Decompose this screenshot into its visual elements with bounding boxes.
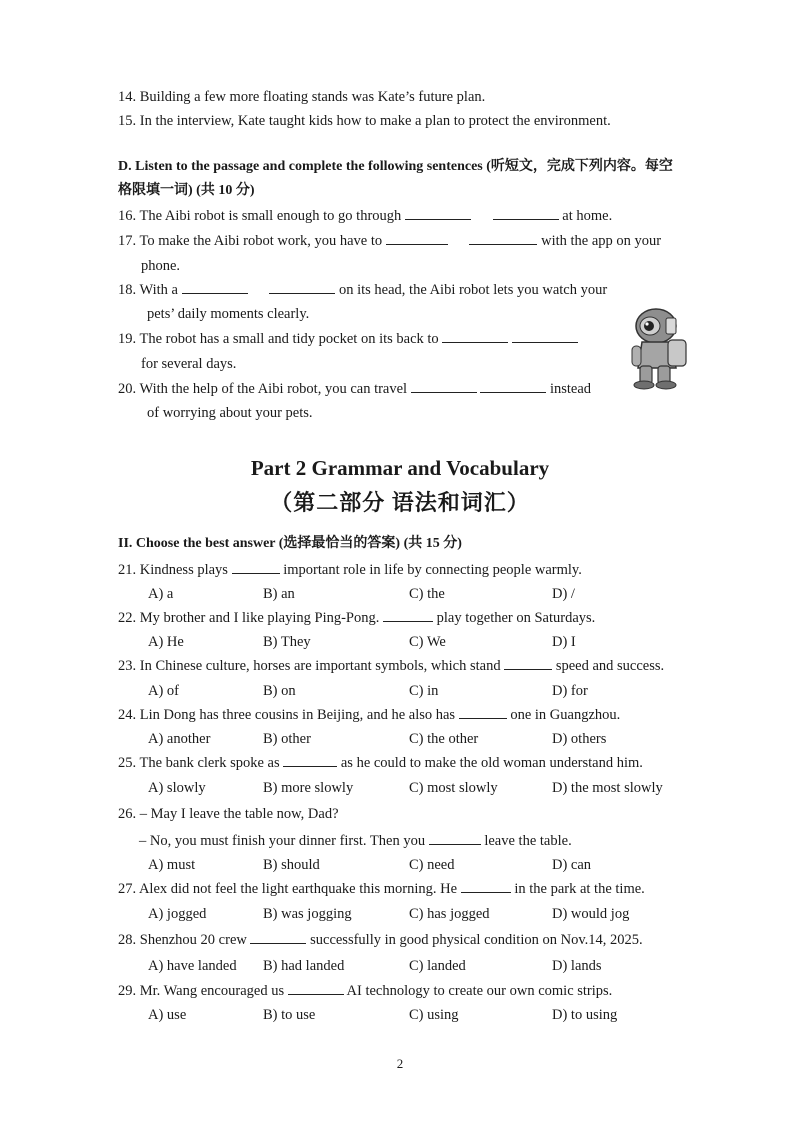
option-a[interactable]: A) have landed (148, 958, 237, 974)
question-25: 25. The bank clerk spoke as as he could to make the old woman understand him. (118, 755, 643, 771)
option-a[interactable]: A) a (148, 586, 174, 602)
option-c[interactable]: C) using (409, 1007, 459, 1023)
answer-blank[interactable] (182, 281, 248, 294)
question-28: 28. Shenzhou 20 crew successfully in good physical condition on Nov.14, 2025. (118, 932, 643, 948)
answer-blank[interactable] (269, 281, 335, 294)
option-c[interactable]: C) has jogged (409, 906, 490, 922)
option-b[interactable]: B) They (263, 634, 311, 650)
option-d[interactable]: D) lands (552, 958, 602, 974)
option-d[interactable]: D) to using (552, 1007, 618, 1023)
part-title: Part 2 Grammar and Vocabulary (250, 456, 550, 480)
option-a[interactable]: A) of (148, 683, 180, 699)
option-a[interactable]: A) another (148, 731, 211, 747)
section-ii-heading: II. Choose the best answer (选择最恰当的答案) (共 15 分) (118, 536, 462, 551)
question-20: 20. With the help of the Aibi robot, you can travel instead (118, 381, 592, 397)
answer-blank[interactable] (250, 931, 306, 944)
answer-blank[interactable] (411, 380, 477, 393)
question-26: 26. – May I leave the table now, Dad? (118, 806, 339, 822)
answer-blank[interactable] (493, 207, 559, 220)
question-17: 17. To make the Aibi robot work, you have to with the app on your (118, 233, 662, 249)
question-24: 24. Lin Dong has three cousins in Beijing, and he also has one in Guangzhou. (118, 707, 621, 723)
option-c[interactable]: C) the (409, 586, 445, 602)
answer-blank[interactable] (288, 982, 344, 995)
option-b[interactable]: B) an (263, 586, 295, 602)
question-20-cont: of worrying about your pets. (147, 405, 313, 421)
question-18-cont: pets’ daily moments clearly. (147, 306, 310, 322)
answer-blank[interactable] (429, 832, 481, 845)
option-d[interactable]: D) for (552, 683, 588, 699)
option-b[interactable]: B) to use (263, 1007, 316, 1023)
question-26-reply: – No, you must finish your dinner first. Then you leave the table. (139, 833, 572, 849)
option-b[interactable]: B) on (263, 683, 296, 699)
answer-blank[interactable] (512, 330, 578, 343)
option-d[interactable]: D) would jog (552, 906, 630, 922)
answer-blank[interactable] (459, 706, 507, 719)
option-c[interactable]: C) in (409, 683, 439, 699)
page-number: 2 (396, 1056, 404, 1071)
option-d[interactable]: D) / (552, 586, 575, 602)
option-d[interactable]: D) the most slowly (552, 780, 663, 796)
question-23: 23. In Chinese culture, horses are important symbols, which stand speed and success. (118, 658, 665, 674)
option-d[interactable]: D) I (552, 634, 576, 650)
option-a[interactable]: A) must (148, 857, 196, 873)
option-b[interactable]: B) other (263, 731, 311, 747)
part-subtitle: （第二部分 语法和词汇） (270, 490, 530, 515)
option-a[interactable]: A) He (148, 634, 184, 650)
option-b[interactable]: B) was jogging (263, 906, 352, 922)
question-17-cont: phone. (141, 258, 181, 274)
section-d-heading: D. Listen to the passage and complete the following sentences (听短文，完成下列内容。每空 (118, 159, 673, 174)
question-21: 21. Kindness plays important role in life by connecting people warmly. (118, 562, 582, 578)
question-22: 22. My brother and I like playing Ping-Pong. play together on Saturdays. (118, 610, 596, 626)
answer-blank[interactable] (383, 609, 433, 622)
question-19-cont: for several days. (141, 356, 237, 372)
question-29: 29. Mr. Wang encouraged us AI technology to create our own comic strips. (118, 983, 613, 999)
aibi-robot-illustration (622, 302, 694, 390)
option-d[interactable]: D) can (552, 857, 592, 873)
answer-blank[interactable] (232, 561, 280, 574)
question-16: 16. The Aibi robot is small enough to go through at home. (118, 208, 613, 224)
option-d[interactable]: D) others (552, 731, 607, 747)
section-d-heading-cont: 格限填一词) (共 10 分) (118, 183, 255, 198)
option-a[interactable]: A) use (148, 1007, 187, 1023)
option-a[interactable]: A) jogged (148, 906, 207, 922)
question-14: 14. Building a few more floating stands was Kate’s future plan. (118, 89, 486, 105)
option-b[interactable]: B) more slowly (263, 780, 354, 796)
answer-blank[interactable] (386, 232, 448, 245)
option-c[interactable]: C) landed (409, 958, 466, 974)
answer-blank[interactable] (480, 380, 546, 393)
answer-blank[interactable] (405, 207, 471, 220)
answer-blank[interactable] (283, 754, 337, 767)
option-b[interactable]: B) had landed (263, 958, 345, 974)
answer-blank[interactable] (461, 880, 511, 893)
option-c[interactable]: C) the other (409, 731, 479, 747)
option-a[interactable]: A) slowly (148, 780, 206, 796)
answer-blank[interactable] (469, 232, 537, 245)
question-18: 18. With a on its head, the Aibi robot lets you watch your (118, 282, 608, 298)
question-15: 15. In the interview, Kate taught kids how to make a plan to protect the environment. (118, 113, 611, 129)
option-b[interactable]: B) should (263, 857, 320, 873)
answer-blank[interactable] (442, 330, 508, 343)
answer-blank[interactable] (504, 657, 552, 670)
question-19: 19. The robot has a small and tidy pocket on its back to (118, 330, 578, 348)
option-c[interactable]: C) need (409, 857, 455, 873)
option-c[interactable]: C) We (409, 634, 446, 650)
question-27: 27. Alex did not feel the light earthquake this morning. He in the park at the time. (118, 881, 645, 897)
option-c[interactable]: C) most slowly (409, 780, 498, 796)
